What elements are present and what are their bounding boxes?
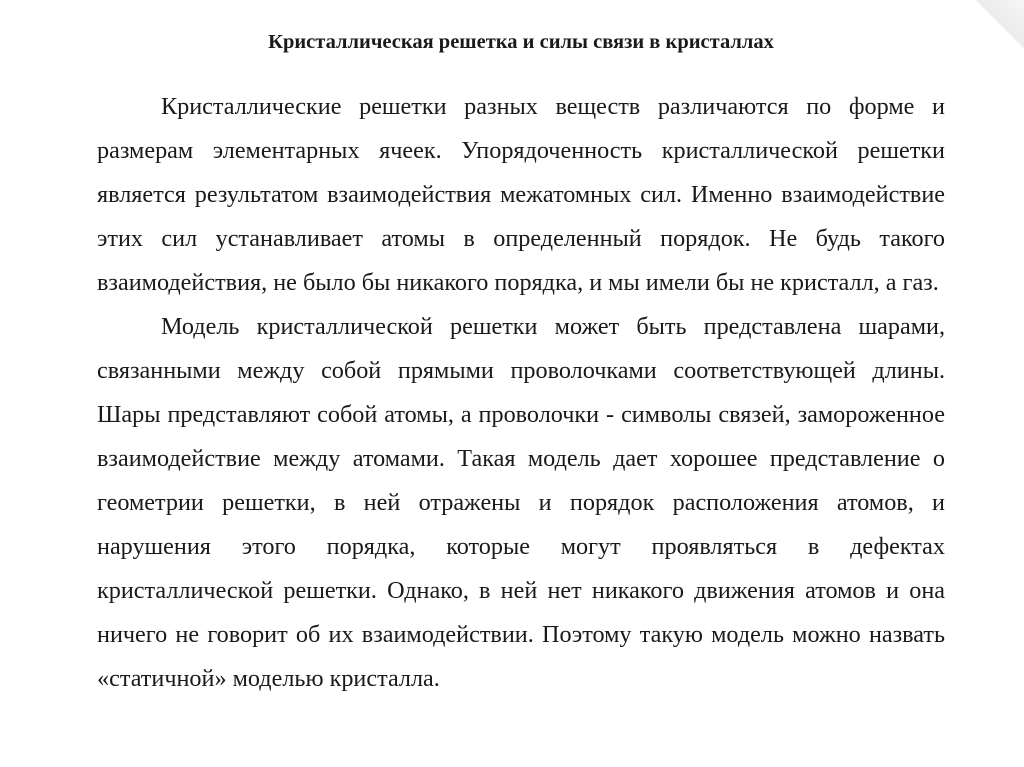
document-title: Кристаллическая решетка и силы связи в кристаллах xyxy=(268,31,774,53)
page-curl-decoration xyxy=(962,0,1024,62)
paragraph-1: Кристаллические решетки разных веществ различаются по форме и размерам элементарных ячеек. Упорядоченность кристаллической решетки является результатом взаимодействия межатомных сил. Именно взаимодействие этих сил устанавливает атомы в определенный порядок. Не будь такого взаимодействия, не было бы никакого порядка, и мы имели бы не кристалл, а газ. xyxy=(97,92,945,296)
paragraph-2: Модель кристаллической решетки может быть представлена шарами, связанными между собой прямыми проволочками соответствующей длины. Шары представляют собой атомы, а проволочки - символы связей, замороженное взаимодействие между атомами. Такая модель дает хорошее представление о геометрии решетки, в ней отражены и порядок расположения атомов, и нарушения этого порядка, которые могут проявляться в дефектах кристаллической решетки. Однако, в ней нет никакого движения атомов и она ничего не говорит об их взаимодействии. Поэтому такую модель можно назвать «статичной» моделью кристалла. xyxy=(97,312,945,692)
document-body xyxy=(97,26,945,701)
